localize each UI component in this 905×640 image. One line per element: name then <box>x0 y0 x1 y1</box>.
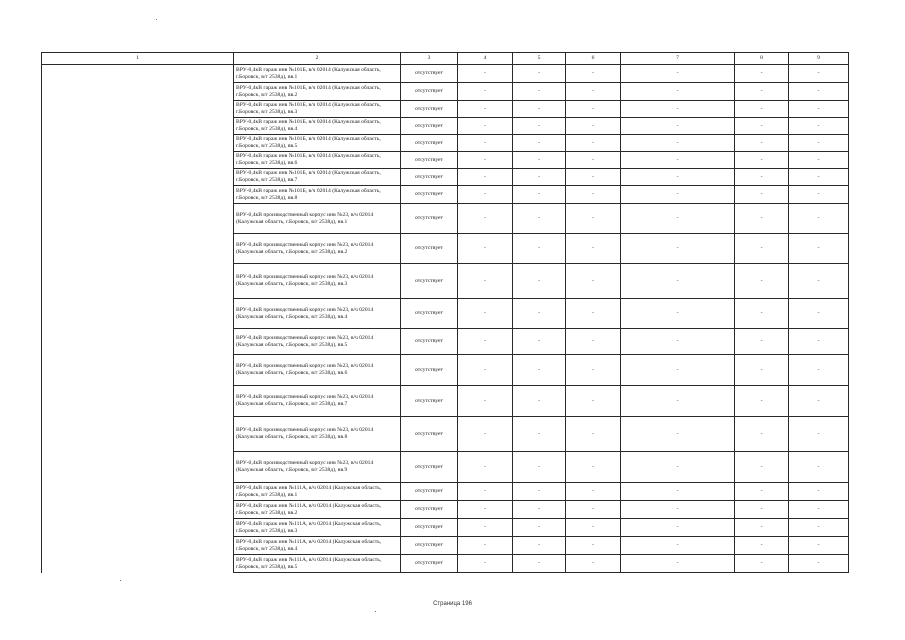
empty-value-dash: - <box>513 169 566 186</box>
empty-value-dash: - <box>621 329 735 355</box>
empty-value-dash: - <box>458 264 513 299</box>
equipment-description: ВРУ-0,4кВ гараж инв №101Б, в/ч 02014 (Калужская область, г.Боровск, в/г 2538д), вв.3 <box>234 101 401 118</box>
empty-value-dash: - <box>789 65 849 83</box>
equipment-description: ВРУ-0,4кВ производственный корпус инв №23, в/ч 02014 (Калужская область, г.Боровск, в/г 2538д), вв.5 <box>234 329 401 355</box>
empty-value-dash: - <box>735 417 789 452</box>
empty-value-dash: - <box>458 483 513 501</box>
equipment-description: ВРУ-0,4кВ производственный корпус инв №23, в/ч 02014 (Калужская область, г.Боровск, в/г 2538д), вв.8 <box>234 417 401 452</box>
status-cell: отсутствует <box>401 118 458 135</box>
equipment-description: ВРУ-0,4кВ производственный корпус инв №23, в/ч 02014 (Калужская область, г.Боровск, в/г 2538д), вв.1 <box>234 204 401 234</box>
empty-value-dash: - <box>735 299 789 329</box>
equipment-description: ВРУ-0,4кВ производственный корпус инв №23, в/ч 02014 (Калужская область, г.Боровск, в/г 2538д), вв.3 <box>234 264 401 299</box>
empty-value-dash: - <box>566 234 621 264</box>
empty-value-dash: - <box>566 169 621 186</box>
empty-value-dash: - <box>458 83 513 101</box>
empty-value-dash: - <box>789 483 849 501</box>
column-number-8: 8 <box>735 53 789 65</box>
empty-value-dash: - <box>621 135 735 152</box>
empty-value-dash: - <box>566 555 621 573</box>
column-number-3: 3 <box>401 53 458 65</box>
empty-value-dash: - <box>621 101 735 118</box>
empty-value-dash: - <box>566 65 621 83</box>
empty-value-dash: - <box>621 501 735 519</box>
empty-value-dash: - <box>621 483 735 501</box>
empty-value-dash: - <box>513 329 566 355</box>
status-cell: отсутствует <box>401 417 458 452</box>
empty-value-dash: - <box>789 118 849 135</box>
empty-value-dash: - <box>513 204 566 234</box>
empty-value-dash: - <box>621 83 735 101</box>
empty-value-dash: - <box>789 204 849 234</box>
empty-value-dash: - <box>566 118 621 135</box>
scan-speck <box>120 580 121 581</box>
empty-value-dash: - <box>566 537 621 555</box>
status-cell: отсутствует <box>401 355 458 386</box>
empty-value-dash: - <box>621 452 735 483</box>
empty-value-dash: - <box>513 152 566 169</box>
empty-value-dash: - <box>458 417 513 452</box>
empty-value-dash: - <box>513 537 566 555</box>
empty-value-dash: - <box>735 135 789 152</box>
empty-value-dash: - <box>735 234 789 264</box>
empty-value-dash: - <box>513 355 566 386</box>
empty-value-dash: - <box>513 101 566 118</box>
status-cell: отсутствует <box>401 264 458 299</box>
empty-value-dash: - <box>458 452 513 483</box>
empty-value-dash: - <box>458 234 513 264</box>
status-cell: отсутствует <box>401 204 458 234</box>
empty-value-dash: - <box>735 501 789 519</box>
equipment-description: ВРУ-0,4кВ производственный корпус инв №23, в/ч 02014 (Калужская область, г.Боровск, в/г 2538д), вв.2 <box>234 234 401 264</box>
empty-value-dash: - <box>621 386 735 417</box>
column-number-6: 6 <box>566 53 621 65</box>
empty-value-dash: - <box>621 519 735 537</box>
empty-value-dash: - <box>735 264 789 299</box>
empty-value-dash: - <box>566 152 621 169</box>
empty-value-dash: - <box>735 169 789 186</box>
empty-value-dash: - <box>566 355 621 386</box>
empty-value-dash: - <box>458 329 513 355</box>
status-cell: отсутствует <box>401 519 458 537</box>
empty-value-dash: - <box>513 417 566 452</box>
equipment-description: ВРУ-0,4кВ гараж инв №101Б, в/ч 02014 (Калужская область, г.Боровск, в/г 2538д), вв.2 <box>234 83 401 101</box>
empty-value-dash: - <box>458 537 513 555</box>
empty-value-dash: - <box>566 101 621 118</box>
empty-value-dash: - <box>458 135 513 152</box>
status-cell: отсутствует <box>401 169 458 186</box>
empty-value-dash: - <box>458 299 513 329</box>
status-cell: отсутствует <box>401 65 458 83</box>
equipment-description: ВРУ-0,4кВ производственный корпус инв №23, в/ч 02014 (Калужская область, г.Боровск, в/г 2538д), вв.4 <box>234 299 401 329</box>
empty-value-dash: - <box>566 483 621 501</box>
empty-value-dash: - <box>735 537 789 555</box>
status-cell: отсутствует <box>401 234 458 264</box>
empty-value-dash: - <box>621 417 735 452</box>
status-cell: отсутствует <box>401 135 458 152</box>
empty-value-dash: - <box>789 299 849 329</box>
empty-value-dash: - <box>566 452 621 483</box>
empty-value-dash: - <box>458 118 513 135</box>
empty-value-dash: - <box>458 101 513 118</box>
equipment-description: ВРУ-0,4кВ гараж инв №111А, в/ч 02014 (Калужская область, г.Боровск, в/г 2538д), вв.5 <box>234 555 401 573</box>
status-cell: отсутствует <box>401 83 458 101</box>
empty-value-dash: - <box>513 483 566 501</box>
empty-value-dash: - <box>789 83 849 101</box>
status-cell: отсутствует <box>401 152 458 169</box>
empty-value-dash: - <box>513 555 566 573</box>
empty-value-dash: - <box>735 555 789 573</box>
empty-value-dash: - <box>566 204 621 234</box>
status-cell: отсутствует <box>401 186 458 204</box>
empty-value-dash: - <box>621 234 735 264</box>
empty-value-dash: - <box>513 118 566 135</box>
equipment-description: ВРУ-0,4кВ производственный корпус инв №23, в/ч 02014 (Калужская область, г.Боровск, в/г 2538д), вв.7 <box>234 386 401 417</box>
empty-value-dash: - <box>621 299 735 329</box>
equipment-description: ВРУ-0,4кВ гараж инв №101Б, в/ч 02014 (Калужская область, г.Боровск, в/г 2538д), вв.5 <box>234 135 401 152</box>
equipment-description: ВРУ-0,4кВ гараж инв №101Б, в/ч 02014 (Калужская область, г.Боровск, в/г 2538д), вв.7 <box>234 169 401 186</box>
empty-value-dash: - <box>789 101 849 118</box>
inventory-table <box>41 52 849 573</box>
equipment-description: ВРУ-0,4кВ гараж инв №101Б, в/ч 02014 (Калужская область, г.Боровск, в/г 2538д), вв.1 <box>234 65 401 83</box>
empty-value-dash: - <box>513 264 566 299</box>
empty-value-dash: - <box>789 186 849 204</box>
empty-value-dash: - <box>789 355 849 386</box>
empty-value-dash: - <box>789 555 849 573</box>
empty-value-dash: - <box>566 83 621 101</box>
empty-value-dash: - <box>735 186 789 204</box>
scan-speck <box>156 19 157 20</box>
status-cell: отсутствует <box>401 101 458 118</box>
equipment-description: ВРУ-0,4кВ гараж инв №101Б, в/ч 02014 (Калужская область, г.Боровск, в/г 2538д), вв.8 <box>234 186 401 204</box>
equipment-description: ВРУ-0,4кВ производственный корпус инв №23, в/ч 02014 (Калужская область, г.Боровск, в/г 2538д), вв.6 <box>234 355 401 386</box>
status-cell: отсутствует <box>401 329 458 355</box>
empty-value-dash: - <box>621 65 735 83</box>
empty-value-dash: - <box>621 152 735 169</box>
empty-value-dash: - <box>566 299 621 329</box>
equipment-description: ВРУ-0,4кВ производственный корпус инв №23, в/ч 02014 (Калужская область, г.Боровск, в/г 2538д), вв.9 <box>234 452 401 483</box>
empty-value-dash: - <box>735 83 789 101</box>
scan-speck <box>375 611 376 612</box>
empty-value-dash: - <box>621 537 735 555</box>
empty-value-dash: - <box>735 204 789 234</box>
empty-value-dash: - <box>789 386 849 417</box>
empty-value-dash: - <box>566 501 621 519</box>
empty-value-dash: - <box>621 186 735 204</box>
column-number-1: 1 <box>42 53 234 65</box>
column-number-4: 4 <box>458 53 513 65</box>
empty-value-dash: - <box>621 169 735 186</box>
table-row <box>42 65 849 83</box>
empty-value-dash: - <box>513 519 566 537</box>
equipment-description: ВРУ-0,4кВ гараж инв №111А, в/ч 02014 (Калужская область, г.Боровск, в/г 2538д), вв.3 <box>234 519 401 537</box>
empty-value-dash: - <box>735 452 789 483</box>
empty-value-dash: - <box>513 299 566 329</box>
status-cell: отсутствует <box>401 537 458 555</box>
column-number-7: 7 <box>621 53 735 65</box>
empty-column-1-cell <box>42 65 234 573</box>
empty-value-dash: - <box>566 417 621 452</box>
empty-value-dash: - <box>789 135 849 152</box>
empty-value-dash: - <box>621 555 735 573</box>
empty-value-dash: - <box>735 329 789 355</box>
empty-value-dash: - <box>458 186 513 204</box>
status-cell: отсутствует <box>401 386 458 417</box>
empty-value-dash: - <box>735 118 789 135</box>
empty-value-dash: - <box>566 386 621 417</box>
empty-value-dash: - <box>789 537 849 555</box>
equipment-description: ВРУ-0,4кВ гараж инв №101Б, в/ч 02014 (Калужская область, г.Боровск, в/г 2538д), вв.4 <box>234 118 401 135</box>
empty-value-dash: - <box>621 118 735 135</box>
empty-value-dash: - <box>735 355 789 386</box>
column-number-5: 5 <box>513 53 566 65</box>
empty-value-dash: - <box>789 452 849 483</box>
empty-value-dash: - <box>513 234 566 264</box>
empty-value-dash: - <box>513 83 566 101</box>
status-cell: отсутствует <box>401 555 458 573</box>
empty-value-dash: - <box>566 264 621 299</box>
empty-value-dash: - <box>789 169 849 186</box>
empty-value-dash: - <box>735 101 789 118</box>
empty-value-dash: - <box>513 501 566 519</box>
empty-value-dash: - <box>458 169 513 186</box>
column-number-2: 2 <box>234 53 401 65</box>
empty-value-dash: - <box>458 65 513 83</box>
empty-value-dash: - <box>513 452 566 483</box>
column-number-row <box>42 53 849 65</box>
page-number-footer: Страница 196 <box>433 601 472 607</box>
empty-value-dash: - <box>513 386 566 417</box>
empty-value-dash: - <box>513 186 566 204</box>
equipment-description: ВРУ-0,4кВ гараж инв №111А, в/ч 02014 (Калужская область, г.Боровск, в/г 2538д), вв.2 <box>234 501 401 519</box>
status-cell: отсутствует <box>401 501 458 519</box>
empty-value-dash: - <box>735 519 789 537</box>
empty-value-dash: - <box>789 519 849 537</box>
empty-value-dash: - <box>566 186 621 204</box>
empty-value-dash: - <box>789 152 849 169</box>
empty-value-dash: - <box>621 264 735 299</box>
empty-value-dash: - <box>458 519 513 537</box>
empty-value-dash: - <box>735 483 789 501</box>
empty-value-dash: - <box>566 329 621 355</box>
empty-value-dash: - <box>458 152 513 169</box>
empty-value-dash: - <box>789 234 849 264</box>
empty-value-dash: - <box>735 65 789 83</box>
empty-value-dash: - <box>566 519 621 537</box>
empty-value-dash: - <box>458 386 513 417</box>
empty-value-dash: - <box>513 65 566 83</box>
empty-value-dash: - <box>789 329 849 355</box>
empty-value-dash: - <box>566 135 621 152</box>
empty-value-dash: - <box>789 417 849 452</box>
status-cell: отсутствует <box>401 299 458 329</box>
status-cell: отсутствует <box>401 452 458 483</box>
empty-value-dash: - <box>458 355 513 386</box>
empty-value-dash: - <box>458 501 513 519</box>
empty-value-dash: - <box>458 204 513 234</box>
status-cell: отсутствует <box>401 483 458 501</box>
empty-value-dash: - <box>789 264 849 299</box>
empty-value-dash: - <box>621 355 735 386</box>
empty-value-dash: - <box>458 555 513 573</box>
equipment-description: ВРУ-0,4кВ гараж инв №101Б, в/ч 02014 (Калужская область, г.Боровск, в/г 2538д), вв.6 <box>234 152 401 169</box>
equipment-description: ВРУ-0,4кВ гараж инв №111А, в/ч 02014 (Калужская область, г.Боровск, в/г 2538д), вв.4 <box>234 537 401 555</box>
empty-value-dash: - <box>789 501 849 519</box>
equipment-description: ВРУ-0,4кВ гараж инв №111А, в/ч 02014 (Калужская область, г.Боровск, в/г 2538д), вв.1 <box>234 483 401 501</box>
empty-value-dash: - <box>513 135 566 152</box>
column-number-9: 9 <box>789 53 849 65</box>
empty-value-dash: - <box>621 204 735 234</box>
empty-value-dash: - <box>735 386 789 417</box>
empty-value-dash: - <box>735 152 789 169</box>
